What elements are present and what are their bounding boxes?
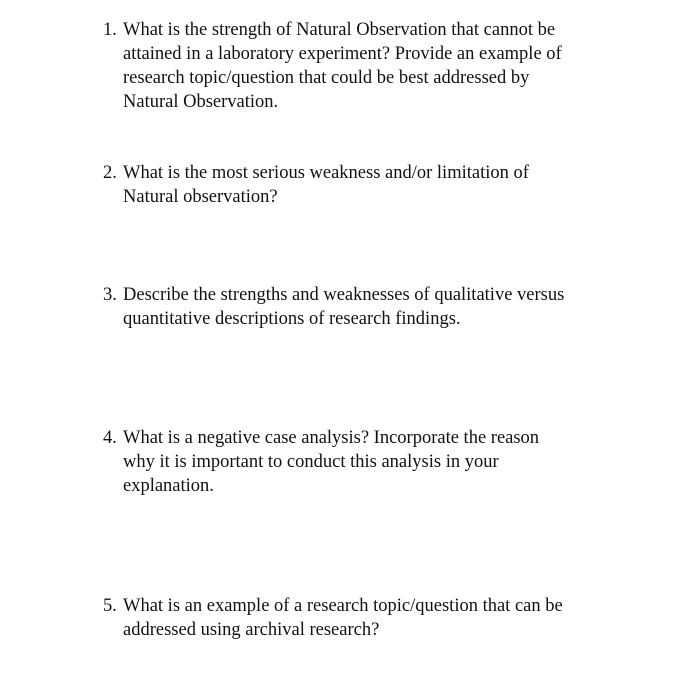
- question-text-line: research topic/question that could be best addressed by: [123, 68, 530, 88]
- question-text: [103, 594, 673, 642]
- question-number: 5.: [103, 596, 117, 616]
- question-text-line: addressed using archival research?: [123, 620, 380, 640]
- question-text-line: explanation.: [123, 476, 214, 496]
- question-text-line: quantitative descriptions of research findings.: [123, 309, 461, 329]
- question-text-line: why it is important to conduct this analysis in your: [123, 452, 499, 472]
- question-text-line: Natural Observation.: [123, 92, 279, 112]
- question-text-line: What is an example of a research topic/question that can be: [123, 596, 563, 616]
- question-text: [103, 426, 673, 498]
- question-text: [103, 161, 673, 209]
- question-text-line: What is the most serious weakness and/or limitation of: [123, 163, 529, 183]
- question-number: 1.: [103, 20, 117, 40]
- question-text: [103, 283, 673, 331]
- question-item-3: [103, 283, 673, 331]
- question-text-line: Describe the strengths and weaknesses of qualitative versus: [123, 285, 565, 305]
- question-item-5: [103, 594, 673, 642]
- question-number: 4.: [103, 428, 117, 448]
- question-text-line: attained in a laboratory experiment? Provide an example of: [123, 44, 562, 64]
- question-number: 2.: [103, 163, 117, 183]
- question-text-line: What is the strength of Natural Observation that cannot be: [123, 20, 556, 40]
- question-item-4: [103, 426, 673, 498]
- question-text: [103, 18, 673, 114]
- question-item-1: [103, 18, 673, 114]
- question-text-line: Natural observation?: [123, 187, 278, 207]
- question-text-line: What is a negative case analysis? Incorporate the reason: [123, 428, 540, 448]
- question-item-2: [103, 161, 673, 209]
- question-number: 3.: [103, 285, 117, 305]
